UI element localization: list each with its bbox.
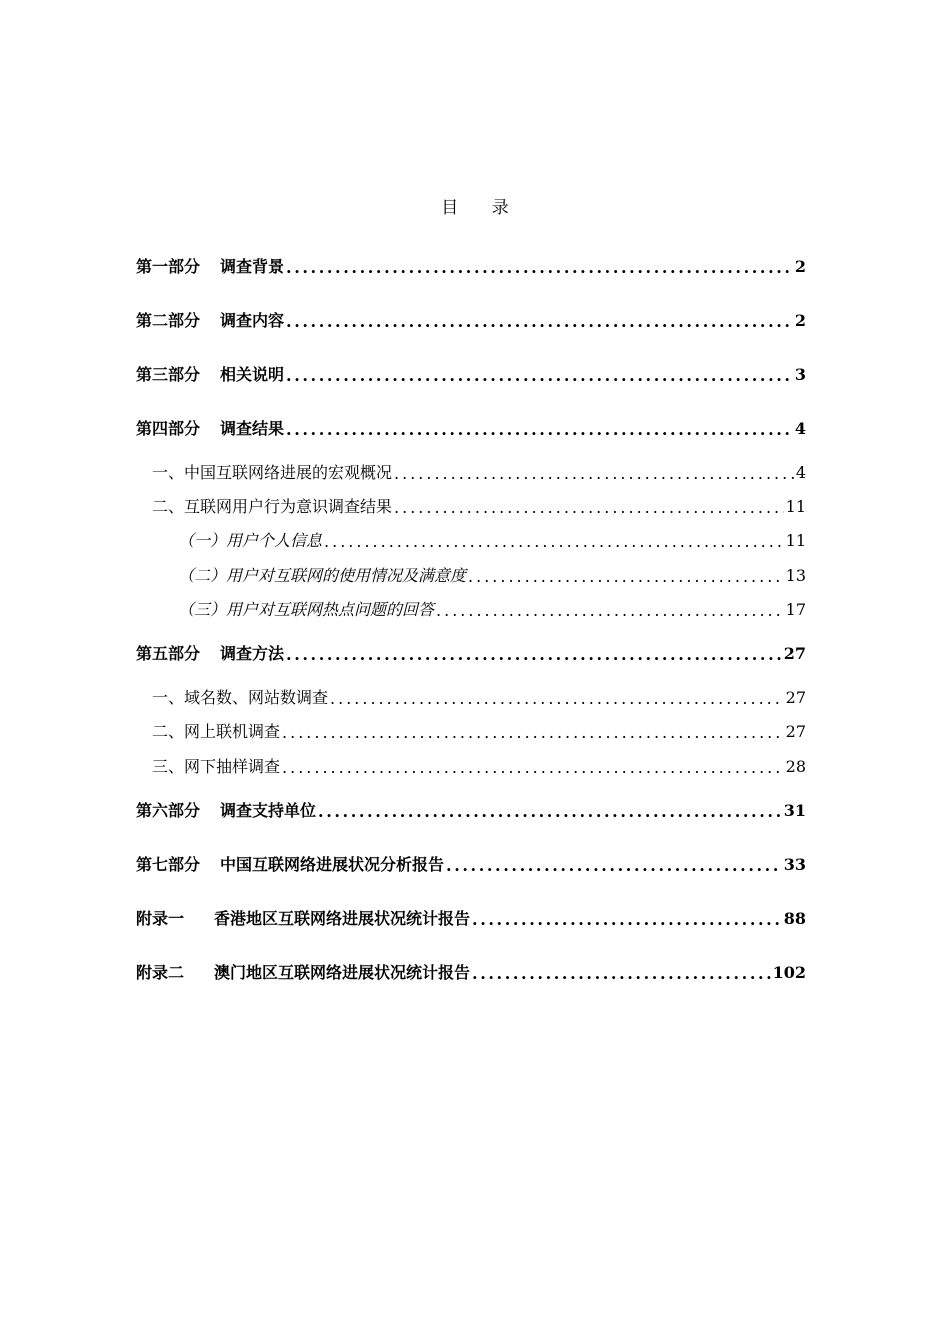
toc-entry-title: （三）用户对互联网热点问题的回答 bbox=[178, 600, 435, 619]
toc-entry-number: 附录一 bbox=[136, 909, 185, 928]
toc-entry-subsection-4-2-3[interactable] bbox=[178, 595, 806, 621]
toc-entry-page: 27 bbox=[785, 722, 806, 741]
toc-leader-dots bbox=[446, 854, 782, 876]
toc-entry-part-3[interactable] bbox=[136, 360, 806, 386]
toc-leader-dots bbox=[330, 687, 784, 709]
toc-leader-dots bbox=[468, 565, 784, 587]
toc-leader-dots bbox=[286, 310, 793, 332]
toc-entry-part-7[interactable] bbox=[136, 850, 806, 876]
toc-entry-page: 4 bbox=[795, 463, 806, 482]
toc-entry-title: 中国互联网络进展状况分析报告 bbox=[220, 855, 445, 874]
toc-leader-dots bbox=[472, 962, 771, 984]
toc-entry-page: 31 bbox=[783, 801, 806, 820]
toc-entry-page: 27 bbox=[783, 644, 806, 663]
toc-entry-title: 三、网下抽样调查 bbox=[152, 757, 281, 776]
toc-entry-title: （二）用户对互联网的使用情况及满意度 bbox=[178, 566, 467, 585]
toc-leader-dots bbox=[282, 756, 784, 778]
toc-leader-dots bbox=[436, 599, 784, 621]
toc-leader-dots bbox=[282, 721, 784, 743]
toc-entry-page: 33 bbox=[783, 855, 806, 874]
toc-entry-page: 2 bbox=[794, 311, 806, 330]
toc-entry-title: （一）用户个人信息 bbox=[178, 531, 323, 550]
toc-entry-section-5-3[interactable] bbox=[152, 752, 806, 778]
toc-entry-title: 一、中国互联网络进展的宏观概况 bbox=[152, 463, 393, 482]
toc-entry-number: 第六部分 bbox=[136, 801, 201, 820]
toc-entry-title: 相关说明 bbox=[220, 365, 285, 384]
toc-entry-subsection-4-2-1[interactable] bbox=[178, 526, 806, 552]
toc-entry-number: 第一部分 bbox=[136, 257, 201, 276]
page-title: 目 录 bbox=[441, 198, 523, 218]
toc-entry-title: 调查支持单位 bbox=[220, 801, 317, 820]
toc-entry-number: 第七部分 bbox=[136, 855, 201, 874]
toc-entry-title: 澳门地区互联网络进展状况统计报告 bbox=[214, 963, 471, 982]
toc-entry-part-6[interactable] bbox=[136, 796, 806, 822]
toc-entry-page: 11 bbox=[785, 531, 806, 550]
toc-entry-section-4-1[interactable] bbox=[152, 458, 806, 484]
toc-entry-number: 第五部分 bbox=[136, 644, 201, 663]
toc-entry-appendix-2[interactable] bbox=[136, 958, 806, 984]
toc-entry-part-5[interactable] bbox=[136, 639, 806, 665]
toc-entry-title: 调查内容 bbox=[220, 311, 285, 330]
toc-entry-part-2[interactable] bbox=[136, 306, 806, 332]
toc-leader-dots bbox=[472, 908, 782, 930]
toc-entry-part-4[interactable] bbox=[136, 414, 806, 440]
toc-entry-title: 调查背景 bbox=[220, 257, 285, 276]
toc-leader-dots bbox=[286, 364, 793, 386]
toc-entry-page: 13 bbox=[785, 566, 806, 585]
toc-entry-section-5-2[interactable] bbox=[152, 717, 806, 743]
toc-entry-page: 3 bbox=[794, 365, 806, 384]
toc-entry-title: 一、域名数、网站数调查 bbox=[152, 688, 329, 707]
toc-entry-title: 香港地区互联网络进展状况统计报告 bbox=[214, 909, 471, 928]
toc-leader-dots bbox=[286, 256, 793, 278]
toc-leader-dots bbox=[286, 418, 793, 440]
toc-entry-number: 第四部分 bbox=[136, 419, 201, 438]
toc-entry-section-5-1[interactable] bbox=[152, 683, 806, 709]
toc-entry-page: 17 bbox=[785, 600, 806, 619]
toc-entry-page: 4 bbox=[794, 419, 806, 438]
toc-entry-page: 88 bbox=[783, 909, 806, 928]
toc-entry-title: 调查方法 bbox=[220, 644, 285, 663]
toc-leader-dots bbox=[318, 800, 782, 822]
toc-entry-title: 二、网上联机调查 bbox=[152, 722, 281, 741]
toc-entry-number: 附录二 bbox=[136, 963, 185, 982]
toc-entry-appendix-1[interactable] bbox=[136, 904, 806, 930]
toc-entry-page: 2 bbox=[794, 257, 806, 276]
toc-entry-page: 102 bbox=[772, 963, 806, 982]
toc-entry-number: 第二部分 bbox=[136, 311, 201, 330]
toc-entry-number: 第三部分 bbox=[136, 365, 201, 384]
toc-entry-title: 二、互联网用户行为意识调查结果 bbox=[152, 497, 393, 516]
toc-entry-title: 调查结果 bbox=[220, 419, 285, 438]
toc-entry-page: 28 bbox=[785, 757, 806, 776]
toc-leader-dots bbox=[286, 643, 782, 665]
toc-leader-dots bbox=[394, 496, 784, 518]
toc-entry-part-1[interactable] bbox=[136, 252, 806, 278]
toc-entry-section-4-2[interactable] bbox=[152, 492, 806, 518]
toc-entry-page: 11 bbox=[785, 497, 806, 516]
toc-entry-page: 27 bbox=[785, 688, 806, 707]
toc-leader-dots bbox=[324, 530, 784, 552]
toc-entry-subsection-4-2-2[interactable] bbox=[178, 561, 806, 587]
toc-leader-dots bbox=[394, 462, 794, 484]
